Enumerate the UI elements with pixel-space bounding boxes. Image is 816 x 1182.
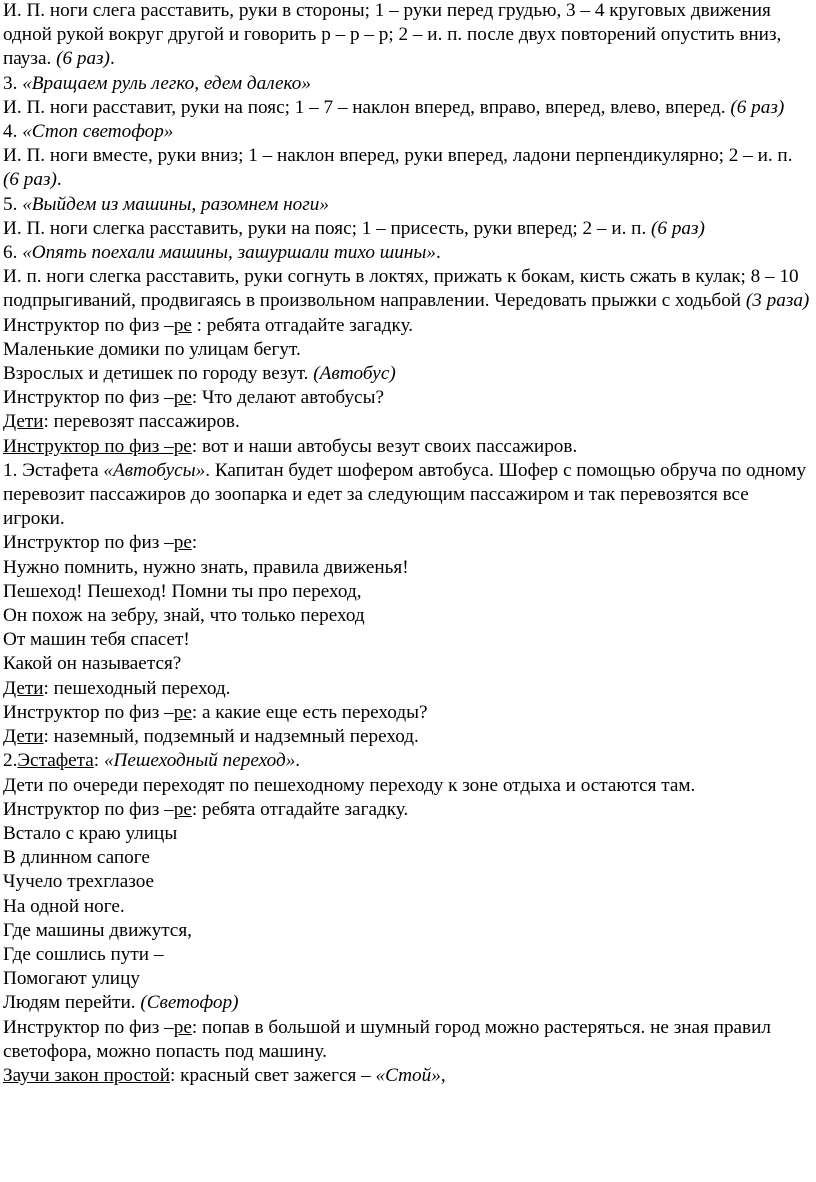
text: И. п. ноги слегка расставить, руки согнуть в локтях, прижать к бокам, кисть сжать в кулак; 8 – 10 подпрыгиваний, продвигаясь в произвольном направлении. Чередовать прыжки с ходьбой [3,266,799,312]
text: . [109,48,115,70]
exercise-number: 3. [3,72,18,94]
riddle-line [3,895,811,919]
riddle-line [3,991,811,1015]
relay-title: «Автобусы» [103,459,206,481]
poem-line [3,628,811,652]
speaker: Инструктор по физ – [3,798,174,820]
children-line [3,725,811,749]
paragraph-exercise-4-description [3,144,811,192]
document-page [3,0,811,1088]
poem-line [3,580,811,604]
text: , [440,1064,446,1086]
speaker: Инструктор по физ – [3,532,174,554]
exercise-number: 6. [3,242,18,264]
text: : ребята отгадайте загадку. [191,314,414,336]
text: Помогают улицу [3,968,140,990]
text: : Что делают автобусы? [191,387,384,409]
repeat-count: (3 раза) [745,290,810,312]
instructor-line [3,701,811,725]
text: : а какие еще есть переходы? [191,701,428,723]
text: 1. Эстафета [3,459,99,481]
instructor-line [3,798,811,822]
speaker: Инструктор по физ – [3,387,174,409]
text: И. П. ноги слегка расставить, руки на пояс; 1 – присесть, руки вперед; 2 – и. п. [3,217,647,239]
text: На одной ноге. [3,895,125,917]
speaker-underlined: ре [173,701,192,723]
riddle-line [3,870,811,894]
poem-line [3,604,811,628]
text: Взрослых и детишек по городу везут. [3,363,309,385]
text: В длинном сапоге [3,847,150,869]
text: : [93,750,100,772]
relay-1-paragraph [3,459,811,532]
speaker: Инструктор по физ – [3,314,174,336]
text: : [191,532,198,554]
repeat-count: (6 раз) [651,217,705,239]
text: . [435,242,441,264]
rule-label: Заучи закон простой [3,1064,171,1086]
text: : пешеходный переход. [43,677,231,699]
repeat-count: (6 раз) [730,96,785,118]
riddle-line [3,846,811,870]
text: : ребята отгадайте загадку. [191,798,409,820]
riddle-line [3,338,811,362]
text: . Капитан будет шофером автобуса. Шофер с помощью обруча по одному перевозит пассажиров до зоопарка и едет за следующим пассажиром и так перевозятся все игроки. [3,459,807,530]
text: : красный свет зажегся – [170,1064,371,1086]
repeat-count: (6 раз) [56,48,110,70]
relay-title: «Пешеходный переход» [103,750,296,772]
text: Какой он называется? [3,653,182,675]
poem-line [3,652,811,676]
exercise-6-heading [3,241,811,265]
text: От машин тебя спасет! [3,629,190,651]
poem-line [3,556,811,580]
relay-label: Эстафета [17,750,94,772]
text: Людям перейти. [3,992,136,1014]
speaker: Инструктор по физ – [3,1016,174,1038]
riddle-line [3,822,811,846]
speaker-underlined: ре [173,314,192,336]
speaker-underlined: Инструктор по физ –ре [3,435,192,457]
speaker: Инструктор по физ – [3,701,174,723]
text: : вот и наши автобусы везут своих пассажиров. [191,435,578,457]
exercise-title: «Выйдем из машины, разомнем ноги» [22,193,329,215]
speaker-underlined: ре [173,798,192,820]
children-line [3,410,811,434]
exercise-title: «Стоп светофор» [22,121,174,143]
text: Он похож на зебру, знай, что только переход [3,605,365,627]
exercise-number: 4. [3,121,18,143]
exercise-number: 5. [3,193,18,215]
text: Где машины движутся, [3,919,192,941]
speaker-underlined: ре [173,387,192,409]
paragraph-exercise-6-description [3,265,811,313]
speaker-underlined: Дети [3,411,44,433]
text: : перевозят пассажиров. [43,411,240,433]
text: . [56,169,62,191]
riddle-answer: (Автобус) [313,363,396,385]
text: И. П. ноги расставит, руки на пояс; 1 – 7 – наклон вперед, вправо, вперед, влево, вперед. [3,96,726,118]
signal-word: «Стой» [375,1064,441,1086]
text: Нужно помнить, нужно знать, правила движенья! [3,556,409,578]
relay-2-description [3,774,811,798]
text: : попав в большой и шумный город можно растеряться. не зная правил светофора, можно попасть под машину. [3,1016,771,1062]
instructor-line [3,435,811,459]
text: Пешеход! Пешеход! Помни ты про переход, [3,580,362,602]
repeat-count: (6 раз) [3,169,57,191]
text: Чучело трехглазое [3,871,155,893]
exercise-title: «Опять поехали машины, зашуршали тихо шины» [22,242,436,264]
instructor-line [3,1016,811,1064]
instructor-line [3,314,811,338]
paragraph-exercise-5-description [3,217,811,241]
children-line [3,677,811,701]
text: Где сошлись пути – [3,943,164,965]
text: И. П. ноги слега расставить, руки в стороны; 1 – руки перед грудью, 3 – 4 круговых движения одной рукой вокруг другой и говорить р – р – р; 2 – и. п. после двух повторений опустить вниз, пауза. [3,0,782,70]
exercise-5-heading [3,193,811,217]
text: И. П. ноги вместе, руки вниз; 1 – наклон вперед, руки вперед, ладони перпендикулярно; 2 – и. п. [3,145,793,167]
riddle-line [3,919,811,943]
paragraph-exercise-2-description [3,0,811,72]
text: Маленькие домики по улицам бегут. [3,338,301,360]
paragraph-exercise-3-description [3,96,811,120]
rule-line [3,1064,811,1088]
text: . [295,750,301,772]
speaker-underlined: Дети [3,726,44,748]
exercise-4-heading [3,120,811,144]
instructor-line [3,531,811,555]
speaker-underlined: ре [173,1016,192,1038]
riddle-line [3,967,811,991]
exercise-title: «Вращаем руль легко, едем далеко» [22,72,311,94]
relay-2-heading [3,749,811,773]
riddle-line [3,943,811,967]
text: Дети по очереди переходят по пешеходному переходу к зоне отдыха и остаются там. [3,774,696,796]
speaker-underlined: ре [173,532,192,554]
riddle-answer: (Светофор) [140,992,239,1014]
text: Встало с краю улицы [3,822,178,844]
text: 2. [3,750,18,772]
instructor-line [3,386,811,410]
riddle-line [3,362,811,386]
exercise-3-heading [3,72,811,96]
speaker-underlined: Дети [3,677,44,699]
text: : наземный, подземный и надземный переход. [43,726,419,748]
